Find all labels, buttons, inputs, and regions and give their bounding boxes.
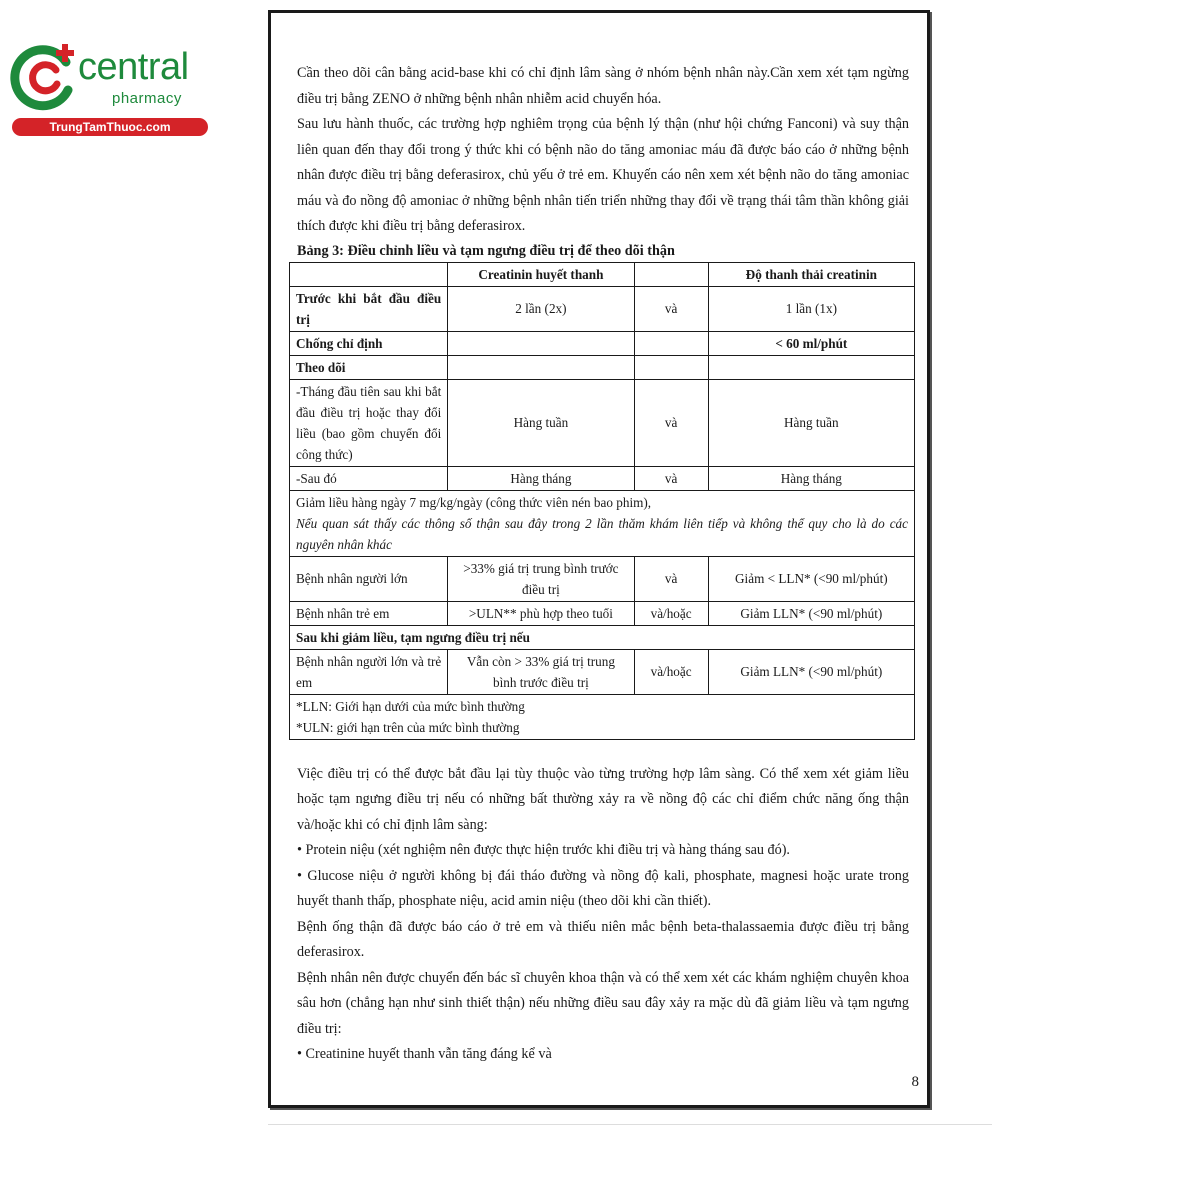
table-cell: Giảm LLN* (<90 ml/phút) (708, 649, 914, 694)
page-content (297, 61, 909, 1068)
table-cell: Giảm LLN* (<90 ml/phút) (708, 601, 914, 625)
table-cell: Hàng tháng (448, 466, 634, 490)
bullet-item: • Creatinine huyết thanh vẫn tăng đáng kể và (297, 1046, 552, 1062)
row-label: -Sau đó (290, 466, 448, 490)
paragraph: Bệnh nhân nên được chuyển đến bác sĩ chuyên khoa thận và có thể xem xét các khám nghiệm chuyên khoa sâu hơn (chẳng hạn như sinh thiết thận) nếu những điều sau đây xảy ra mặc dù đã giảm liều và tạm ngưng điều trị: (297, 969, 909, 1037)
table-cell (290, 490, 915, 556)
row-label: Bệnh nhân người lớn (290, 556, 448, 601)
table-cell: 1 lần (1x) (708, 286, 914, 331)
table-cell (634, 355, 708, 379)
table-cell: Hàng tháng (708, 466, 914, 490)
table-header-row (290, 262, 915, 286)
table-row (290, 379, 915, 466)
document-page (268, 10, 930, 1108)
row-label: -Tháng đầu tiên sau khi bắt đầu điều trị hoặc thay đổi liều (bao gồm chuyển đổi công thức) (290, 379, 448, 466)
table-caption: Bảng 3: Điều chỉnh liều và tạm ngưng điều trị để theo dõi thận (297, 242, 675, 259)
table-cell (634, 331, 708, 355)
logo-brand-text: central (78, 46, 189, 88)
scan-edge-divider (268, 1124, 992, 1125)
central-logo-icon (10, 40, 82, 112)
table-cell: < 60 ml/phút (708, 331, 914, 355)
table-cell (290, 262, 448, 286)
row-label: Bệnh nhân trẻ em (290, 601, 448, 625)
table-cell: và/hoặc (634, 649, 708, 694)
table-cell: Vẫn còn > 33% giá trị trung bình trước điều trị (448, 649, 634, 694)
table-cell: >ULN** phù hợp theo tuổi (448, 601, 634, 625)
logo-sub-text: pharmacy (112, 90, 182, 107)
table-cell (634, 262, 708, 286)
footnote: *LLN: Giới hạn dưới của mức bình thường (296, 698, 525, 714)
table-row (290, 490, 915, 556)
dose-reduction-condition: Nếu quan sát thấy các thông số thận sau đây trong 2 lần thăm khám liên tiếp và không thể quy cho là do các nguyên nhân khác (296, 515, 908, 552)
table-row (290, 625, 915, 649)
dose-reduction-text: Giảm liều hàng ngày 7 mg/kg/ngày (công thức viên nén bao phim), (296, 494, 652, 510)
table-cell: và (634, 379, 708, 466)
table-notes (290, 694, 915, 739)
table-row (290, 601, 915, 625)
table-cell: Hàng tuần (448, 379, 634, 466)
table-cell: >33% giá trị trung bình trước điều trị (448, 556, 634, 601)
table-cell: và (634, 556, 708, 601)
table-header-clearance: Độ thanh thải creatinin (708, 262, 914, 286)
table-cell: và (634, 286, 708, 331)
table-cell: 2 lần (2x) (448, 286, 634, 331)
row-label: Chống chỉ định (290, 331, 448, 355)
page-number: 8 (911, 1074, 919, 1090)
table-row (290, 694, 915, 739)
paragraph: Việc điều trị có thể được bắt đầu lại tùy thuộc vào từng trường hợp lâm sàng. Có thể xem xét giảm liều hoặc tạm ngưng điều trị nếu có những bất thường xảy ra về nồng độ các chỉ điểm chức năng ống thận và/hoặc khi có chỉ định lâm sàng: (297, 765, 909, 833)
bullet-item: • Glucose niệu ở người không bị đái tháo đường và nồng độ kali, phosphate, magnesi hoặc urate trong huyết thanh thấp, phosphate niệu, acid amin niệu (theo dõi khi cần thiết). (297, 867, 909, 909)
table-header-serum: Creatinin huyết thanh (448, 262, 634, 286)
paragraph: Cần theo dõi cân bằng acid-base khi có chỉ định lâm sàng ở nhóm bệnh nhân này.Cần xem xét tạm ngừng điều trị bằng ZENO ở những bệnh nhân nhiễm acid chuyển hóa. (297, 65, 909, 107)
paragraph: Bệnh ống thận đã được báo cáo ở trẻ em và thiếu niên mắc bệnh beta-thalassaemia được điều trị bằng deferasirox. (297, 918, 909, 960)
bullet-item: • Protein niệu (xét nghiệm nên được thực hiện trước khi điều trị và hàng tháng sau đó). (297, 842, 790, 858)
body-after-table (297, 762, 909, 1068)
table-cell: Hàng tuần (708, 379, 914, 466)
row-label: Trước khi bắt đầu điều trị (290, 286, 448, 331)
logo-url-badge[interactable]: TrungTamThuoc.com (12, 118, 208, 136)
table-row (290, 286, 915, 331)
renal-monitoring-table (289, 262, 915, 740)
table-row (290, 649, 915, 694)
footnote: *ULN: giới hạn trên của mức bình thường (296, 719, 520, 735)
table-cell: Giảm < LLN* (<90 ml/phút) (708, 556, 914, 601)
table-cell (708, 355, 914, 379)
table-cell (448, 331, 634, 355)
table-row (290, 556, 915, 601)
row-label: Sau khi giảm liều, tạm ngưng điều trị nếu (290, 625, 915, 649)
row-label: Bệnh nhân người lớn và trẻ em (290, 649, 448, 694)
table-cell: và (634, 466, 708, 490)
paragraph: Sau lưu hành thuốc, các trường hợp nghiêm trọng của bệnh lý thận (như hội chứng Fanconi) và suy thận liên quan đến thay đổi trong ý thức khi có bệnh não do tăng amoniac máu đã được báo cáo ở những bệnh nhân được điều trị bằng deferasirox, chủ yếu ở trẻ em. Khuyến cáo nên xem xét bệnh não do tăng amoniac máu và đo nồng độ amoniac ở những bệnh nhân tiến triển những thay đổi về trạng thái tâm thần không giải thích được khi điều trị bằng deferasirox. (297, 116, 909, 234)
table-row (290, 466, 915, 490)
table-row (290, 331, 915, 355)
table-cell (448, 355, 634, 379)
row-label: Theo dõi (290, 355, 448, 379)
table-cell: và/hoặc (634, 601, 708, 625)
table-row (290, 355, 915, 379)
